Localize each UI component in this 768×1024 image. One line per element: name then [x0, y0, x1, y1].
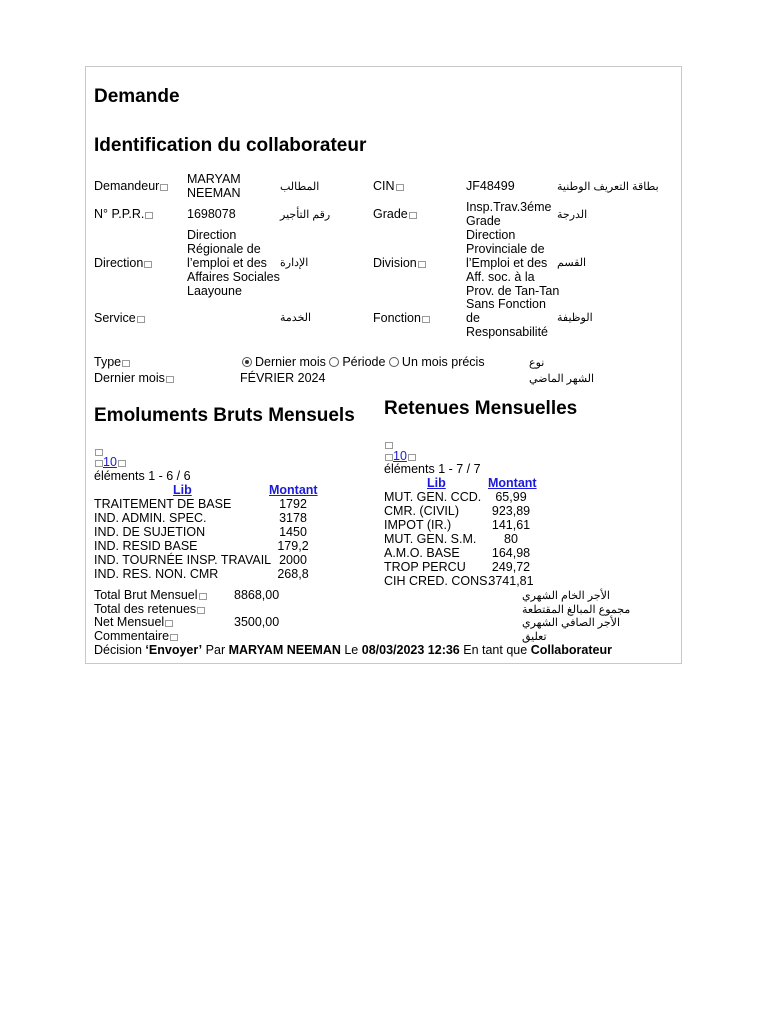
fonction-label: Fonction [373, 311, 430, 325]
table-row-lib: IND. RES. NON. CMR [94, 567, 219, 581]
direction-ar-label: الإدارة [280, 257, 309, 269]
table-row-montant: 179,2 [277, 539, 309, 553]
table-row-lib: IND. ADMIN. SPEC. [94, 511, 207, 525]
service-ar-label: الخدمة [280, 312, 312, 324]
table-row-montant: 2000 [279, 553, 307, 567]
table-row-montant: 80 [504, 532, 518, 546]
column-header-montant[interactable]: Montant [488, 476, 537, 490]
fonction-ar-label: الوظيفة [557, 312, 593, 324]
ppr-label: N° P.P.R. [94, 207, 153, 221]
cin-label: CIN [373, 179, 404, 193]
table-row-montant: 268,8 [277, 567, 309, 581]
demandeur-value: MARYAM NEEMAN [187, 172, 241, 200]
direction-value: Direction Régionale de l’emploi et des Affaires Sociales Laayoune [187, 228, 280, 298]
dernier-mois-label: Dernier mois [94, 371, 174, 385]
page-size-selector[interactable]: 10 [384, 449, 416, 463]
page-size-selector[interactable]: 10 [94, 455, 126, 469]
type-ar-label: نوع [529, 357, 545, 369]
cin-value: JF48499 [466, 179, 515, 193]
net-mensuel-label: Net Mensuel [94, 615, 173, 629]
table-row-lib: A.M.O. BASE [384, 546, 460, 560]
net-mensuel-ar-label: الأجر الصافي الشهري [522, 617, 621, 629]
dernier-mois-ar-label: الشهر الماضي [529, 373, 595, 385]
total-brut-ar-label: الأجر الخام الشهري [522, 590, 610, 602]
field-marker-icon [137, 316, 145, 323]
direction-label: Direction [94, 256, 152, 270]
section-title-emoluments: Emoluments Bruts Mensuels [94, 405, 355, 426]
table-row-montant: 249,72 [491, 560, 531, 574]
field-marker-icon [122, 360, 130, 367]
column-header-lib[interactable]: Lib [427, 476, 446, 490]
radio-periode[interactable]: Période [329, 355, 385, 369]
total-retenues-ar-label: مجموع المبالغ المقتطعة [522, 604, 631, 616]
table-row-lib: IND. RESID BASE [94, 539, 198, 553]
total-brut-label: Total Brut Mensuel [94, 588, 207, 602]
field-marker-icon [197, 607, 205, 614]
commentaire-label: Commentaire [94, 629, 178, 643]
table-row-montant: 3178 [279, 511, 307, 525]
field-marker-icon [170, 634, 178, 641]
field-marker-icon [396, 184, 404, 191]
field-marker-icon [199, 593, 207, 600]
field-marker-icon [418, 261, 426, 268]
field-marker-icon [409, 212, 417, 219]
table-row-lib: MUT. GEN. S.M. [384, 532, 477, 546]
total-retenues-label: Total des retenues [94, 602, 205, 616]
field-marker-icon [144, 261, 152, 268]
table-row-lib: CIH CRED. CONS. [384, 574, 491, 588]
field-marker-icon [422, 316, 430, 323]
section-title-identification: Identification du collaborateur [94, 135, 367, 156]
cin-ar-label: بطاقة التعريف الوطنية [557, 181, 659, 193]
table-row-montant: 65,99 [495, 490, 527, 504]
grade-value: Insp.Trav.3éme Grade [466, 200, 552, 228]
ppr-ar-label: رقم التأجير [280, 209, 331, 221]
type-radio-group [242, 355, 485, 369]
table-row-montant: 1450 [279, 525, 307, 539]
column-header-montant[interactable]: Montant [269, 483, 318, 497]
table-row-lib: MUT. GEN. CCD. [384, 490, 482, 504]
grade-label: Grade [373, 207, 417, 221]
grade-ar-label: الدرجة [557, 209, 588, 221]
commentaire-ar-label: تعليق [522, 631, 547, 643]
radio-selected-icon[interactable] [242, 357, 252, 367]
table-row-montant: 3741,81 [488, 574, 534, 588]
emoluments-count: éléments 1 - 6 / 6 [94, 469, 191, 483]
table-row-montant: 923,89 [491, 504, 531, 518]
demandeur-label: Demandeur [94, 179, 168, 193]
page-title: Demande [94, 86, 180, 107]
net-mensuel-value: 3500,00 [234, 615, 280, 629]
radio-unselected-icon[interactable] [389, 357, 399, 367]
radio-unselected-icon[interactable] [329, 357, 339, 367]
ppr-value: 1698078 [187, 207, 236, 221]
decision-line: Décision ‘Envoyer’ Par MARYAM NEEMAN Le 08/03/2023 12:36 En tant que Collaborateur [94, 643, 612, 657]
field-marker-icon [165, 620, 173, 627]
division-ar-label: القسم [557, 257, 587, 269]
table-row-lib: TROP PERCU [384, 560, 466, 574]
table-row-lib: IMPOT (IR.) [384, 518, 452, 532]
table-row-lib: IND. DE SUJETION [94, 525, 206, 539]
dernier-mois-value: FÉVRIER 2024 [240, 371, 326, 385]
field-marker-icon [160, 184, 168, 191]
field-marker-icon [166, 376, 174, 383]
field-marker-icon [145, 212, 153, 219]
fonction-value: Sans Fonction de Responsabilité [466, 297, 548, 339]
section-title-retenues: Retenues Mensuelles [384, 398, 578, 419]
total-brut-value: 8868,00 [234, 588, 280, 602]
division-value: Direction Provinciale de l’Emploi et des Aff. soc. à la Prov. de Tan-Tan [466, 228, 560, 298]
division-label: Division [373, 256, 426, 270]
type-label: Type [94, 355, 130, 369]
table-row-montant: 164,98 [491, 546, 531, 560]
radio-dernier-mois[interactable]: Dernier mois [242, 355, 326, 369]
table-row-montant: 1792 [279, 497, 307, 511]
radio-un-mois-precis[interactable]: Un mois précis [389, 355, 485, 369]
table-row-lib: TRAITEMENT DE BASE [94, 497, 232, 511]
retenues-count: éléments 1 - 7 / 7 [384, 462, 481, 476]
table-row-lib: CMR. (CIVIL) [384, 504, 459, 518]
demandeur-ar-label: المطالب [280, 181, 320, 193]
column-header-lib[interactable]: Lib [173, 483, 192, 497]
table-row-montant: 141,61 [491, 518, 531, 532]
table-row-lib: IND. TOURNÉE INSP. TRAVAIL [94, 553, 272, 567]
service-label: Service [94, 311, 145, 325]
